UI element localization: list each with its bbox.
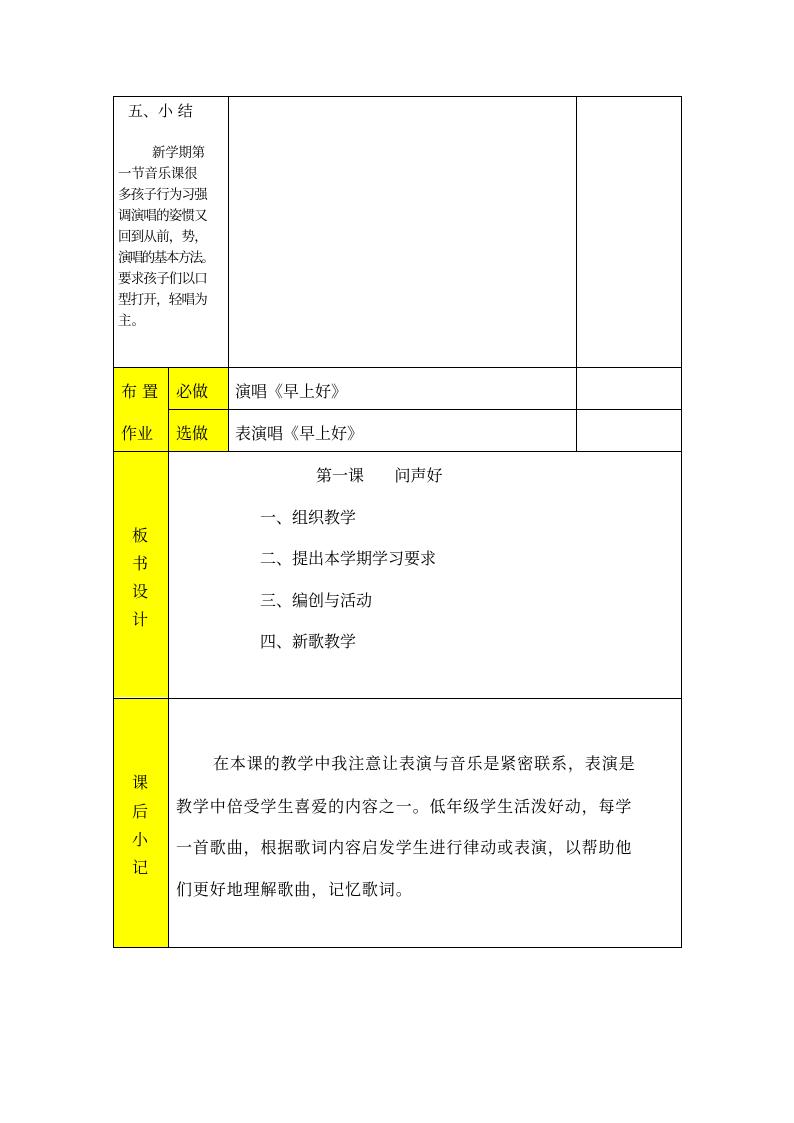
notes-label-char: 后 xyxy=(132,802,149,821)
notes-label-char: 记 xyxy=(132,858,149,877)
notes-line: 们更好地理解歌曲，记忆歌词。 xyxy=(176,880,413,899)
table-border xyxy=(113,947,682,948)
board-item: 一、组织教学 xyxy=(260,508,357,527)
optional-text: 表演唱《早上好》 xyxy=(235,424,364,443)
board-label-cell xyxy=(114,452,168,697)
required-label: 必做 xyxy=(176,382,209,401)
summary-line: 新学期第 xyxy=(152,145,205,161)
required-text: 演唱《早上好》 xyxy=(235,382,348,401)
summary-line: 回到从前，势， xyxy=(118,229,207,245)
notes-line: 一首歌曲，根据歌词内容启发学生进行律动或表演，以帮助他 xyxy=(176,838,633,857)
notes-label-char: 课 xyxy=(132,773,149,792)
table-border xyxy=(576,96,577,452)
summary-line: 型打开，轻唱为 xyxy=(118,292,207,308)
table-border xyxy=(168,367,169,948)
board-label-char: 设 xyxy=(132,582,149,601)
summary-heading: 五、小 结 xyxy=(128,102,193,120)
summary-line: 要求孩子们以口 xyxy=(118,271,207,287)
table-border xyxy=(113,451,682,452)
table-border xyxy=(113,698,682,699)
homework-label-bottom: 作业 xyxy=(121,424,154,443)
board-label-char: 计 xyxy=(132,610,149,629)
notes-label-cell xyxy=(114,699,168,947)
summary-line: 演唱的基本方法。 xyxy=(118,250,214,266)
table-border xyxy=(113,367,682,368)
notes-line: 教学中倍受学生喜爱的内容之一。低年级学生活泼好动，每学 xyxy=(176,797,633,816)
table-border xyxy=(681,96,682,948)
table-border xyxy=(168,409,682,410)
summary-line: 多孩子行为习强 xyxy=(118,187,207,203)
notes-label-char: 小 xyxy=(132,830,149,849)
board-label-char: 书 xyxy=(132,554,149,573)
board-item: 三、编创与活动 xyxy=(260,591,373,610)
table-border xyxy=(228,96,229,452)
board-label-char: 板 xyxy=(132,526,149,545)
summary-line: 主。 xyxy=(118,313,145,329)
notes-line: 在本课的教学中我注意让表演与音乐是紧密联系，表演是 xyxy=(213,754,636,773)
board-item: 二、提出本学期学习要求 xyxy=(260,549,437,568)
board-title: 第一课 问声好 xyxy=(316,466,443,485)
summary-line: 调演唱的姿惯又 xyxy=(118,208,207,224)
homework-label-top: 布 置 xyxy=(121,382,159,401)
optional-label: 选做 xyxy=(176,424,209,443)
table-border xyxy=(113,96,682,97)
summary-line: 一节音乐课很 xyxy=(118,166,198,182)
table-border xyxy=(113,96,114,948)
board-item: 四、新歌教学 xyxy=(260,632,357,651)
